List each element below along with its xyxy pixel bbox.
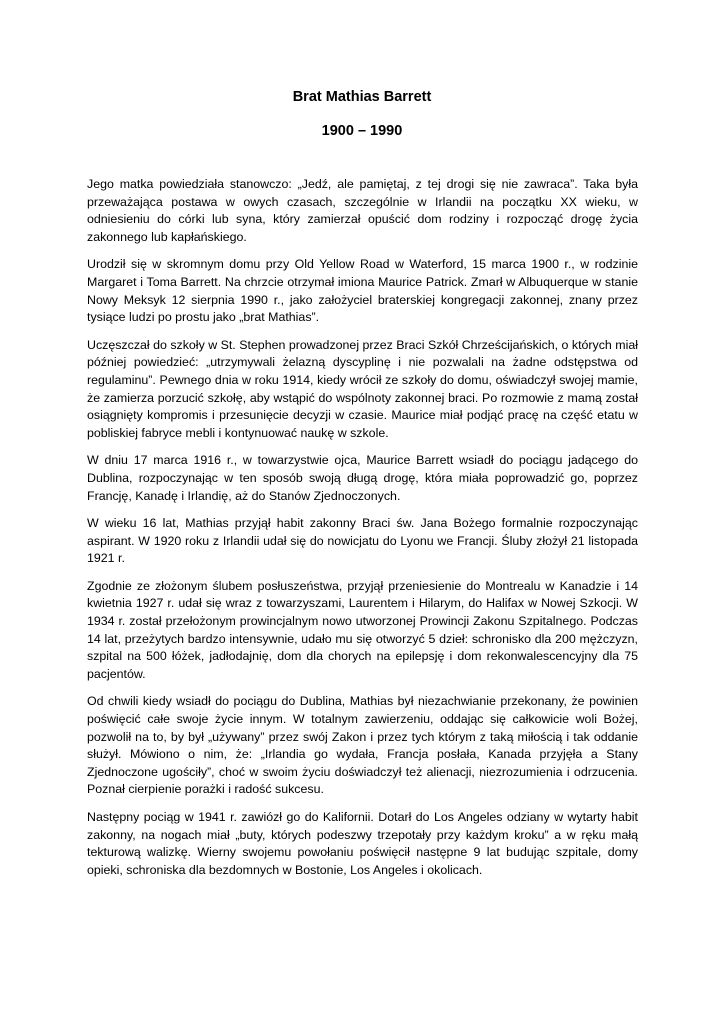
document-body	[87, 176, 638, 889]
paragraph: Jego matka powiedziała stanowczo: „Jedź, ale pamiętaj, z tej drogi się nie zawraca”. Taka była przeważająca postawa w owych czasach, szczególnie w Irlandii na początku XX wieku, w odniesieniu do córki lub syna, który zamierzał opuścić dom rodziny i rozpocząć drogę życia zakonnego lub kapłańskiego.	[87, 177, 638, 244]
document-years: 1900 – 1990	[321, 123, 403, 139]
paragraph: Urodził się w skromnym domu przy Old Yellow Road w Waterford, 15 marca 1900 r., w rodzinie Margaret i Toma Barrett. Na chrzcie otrzymał imiona Maurice Patrick. Zmarł w Albuquerque w stanie Nowy Meksyk 12 sierpnia 1990 r., jako założyciel braterskiej kongregacji zakonnej, znany przez tysiące ludzi po prostu jako „brat Mathias”.	[87, 257, 638, 325]
paragraph: Uczęszczał do szkoły w St. Stephen prowadzonej przez Braci Szkół Chrześcijańskich, o których miał później powiedzieć: „utrzymywali żelazną dyscyplinę i nie pozwalali na żadne odstępstwa od regulaminu”. Pewnego dnia w roku 1914, kiedy wrócił ze szkoły do domu, oświadczył swojej mamie, że zamierza porzucić szkołę, aby wstąpić do wspólnoty zakonnej braci. Po rozmowie z mamą został osiągnięty kompromis i przesunięcie decyzji w czasie. Maurice miał podjąć pracę na część etatu w pobliskiej fabryce mebli i kontynuować naukę w szkole.	[87, 337, 638, 440]
paragraph: W dniu 17 marca 1916 r., w towarzystwie ojca, Maurice Barrett wsiadł do pociągu jadącego do Dublina, rozpoczynając w ten sposób swoją długą drogę, która miała poprowadzić go, poprzez Francję, Kanadę i Irlandię, aż do Stanów Zjednoczonych.	[87, 453, 638, 503]
paragraph: W wieku 16 lat, Mathias przyjął habit zakonny Braci św. Jana Bożego formalnie rozpoczynając aspirant. W 1920 roku z Irlandii udał się do nowicjatu do Lyonu we Francji. Śluby złożył 21 listopada 1921 r.	[87, 516, 638, 566]
paragraph: Od chwili kiedy wsiadł do pociągu do Dublina, Mathias był niezachwianie przekonany, że powinien poświęcić całe swoje życie innym. W totalnym zawierzeniu, oddając się całkowicie woli Bożej, pozwolił na to, by był „używany” przez swój Zakon i przez tych którym z taką miłością i tak oddanie służył. Mówiono o nim, że: „Irlandia go wydała, Francja posłała, Kanada przyjęła a Stany Zjednoczone ugościły”, choć w swoim życiu doświadczył też alienacji, niezrozumienia i odrzucenia. Poznał cierpienie porażki i radość sukcesu.	[87, 694, 638, 797]
document-title: Brat Mathias Barrett	[292, 89, 432, 105]
paragraph: Następny pociąg w 1941 r. zawiózł go do Kalifornii. Dotarł do Los Angeles odziany w wytarty habit zakonny, na nogach miał „buty, których podeszwy trzepotały przy każdym kroku” a w ręku małą tekturową walizkę. Wierny swojemu powołaniu poświęcił następne 9 lat budując szpitale, domy opieki, schroniska dla bezdomnych w Bostonie, Los Angeles i okolicach.	[87, 810, 638, 877]
paragraph: Zgodnie ze złożonym ślubem posłuszeństwa, przyjął przeniesienie do Montrealu w Kanadzie i 14 kwietnia 1927 r. udał się wraz z towarzyszami, Laurentem i Hilarym, do Halifax w Nowej Szkocji. W 1934 r. został przełożonym prowincjalnym nowo utworzonej Prowincji Zakonu Szpitalnego. Podczas 14 lat, przeżytych bardzo intensywnie, udało mu się otworzyć 5 dzieł: schronisko dla 200 mężczyzn, szpital na 500 łóżek, jadłodajnię, dom dla chorych na epilepsję i dom rekonwalescencyjny dla 75 pacjentów.	[87, 578, 638, 681]
